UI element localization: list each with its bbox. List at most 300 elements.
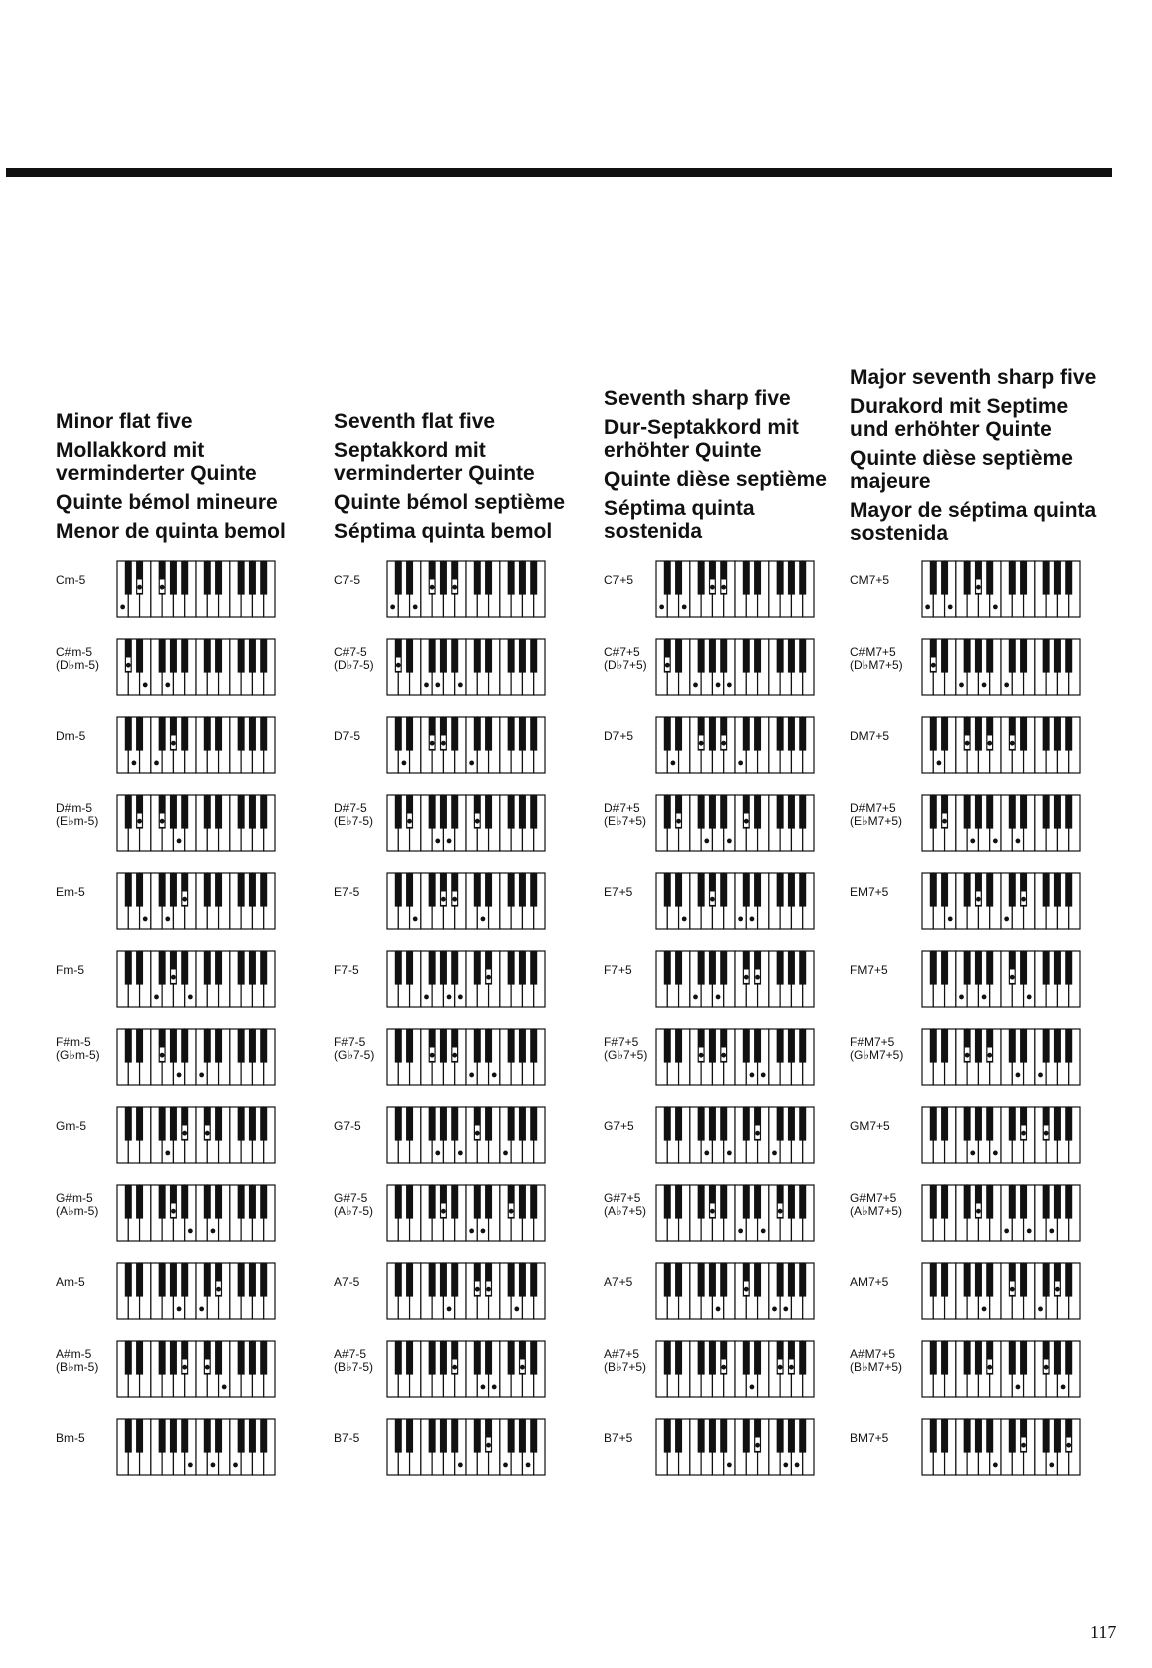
black-key — [530, 1029, 537, 1063]
black-key — [474, 639, 481, 673]
black-key — [260, 1341, 267, 1375]
pressed-key-dot — [452, 585, 457, 590]
black-key — [249, 1107, 256, 1141]
black-key — [451, 1419, 458, 1453]
black-key — [125, 951, 132, 985]
black-key — [260, 1107, 267, 1141]
black-key — [1043, 1419, 1050, 1453]
chord-name: Cm-5 — [56, 573, 86, 587]
black-key — [519, 795, 526, 829]
pressed-key-dot — [475, 1131, 480, 1136]
pressed-key-dot — [976, 1209, 981, 1214]
black-key — [519, 1029, 526, 1063]
black-key — [698, 1185, 705, 1219]
black-key — [440, 1263, 447, 1297]
black-key — [1054, 1341, 1061, 1375]
black-key — [159, 639, 166, 673]
chord-alt-name: (A♭7+5) — [604, 1204, 647, 1218]
keyboard-diagram — [116, 1418, 276, 1481]
pressed-key-dot — [396, 663, 401, 668]
header-text: Dur-Septakkord mit — [604, 416, 799, 439]
black-key — [1009, 1419, 1016, 1453]
chord-label — [850, 1276, 888, 1289]
black-key — [788, 717, 795, 751]
black-key — [170, 639, 177, 673]
black-key — [1065, 1341, 1072, 1375]
keyboard-diagram — [386, 1262, 546, 1325]
keyboard-diagram — [655, 1028, 815, 1091]
black-key — [675, 951, 682, 985]
pressed-key-dot — [154, 995, 159, 1000]
black-key — [260, 1029, 267, 1063]
pressed-key-dot — [452, 897, 457, 902]
black-key — [508, 717, 515, 751]
chord-name: AM7+5 — [850, 1275, 889, 1289]
header-text: Septakkord mit — [334, 439, 486, 462]
keyboard-diagram — [921, 716, 1081, 779]
black-key — [249, 1263, 256, 1297]
pressed-key-dot — [441, 1209, 446, 1214]
black-key — [986, 561, 993, 595]
pressed-key-dot — [682, 605, 687, 610]
black-key — [519, 1419, 526, 1453]
black-key — [429, 639, 436, 673]
keyboard-diagram — [386, 950, 546, 1013]
black-key — [975, 1263, 982, 1297]
black-key — [1065, 1029, 1072, 1063]
black-key — [964, 795, 971, 829]
black-key — [1043, 1029, 1050, 1063]
pressed-key-dot — [727, 1463, 732, 1468]
header-language-line — [604, 497, 827, 543]
black-key — [709, 1107, 716, 1141]
pressed-key-dot — [750, 917, 755, 922]
keyboard-diagram — [921, 1262, 1081, 1325]
black-key — [530, 1185, 537, 1219]
black-key — [440, 1029, 447, 1063]
black-key — [125, 1263, 132, 1297]
black-key — [451, 1107, 458, 1141]
pressed-key-dot — [721, 1053, 726, 1058]
pressed-key-dot — [171, 741, 176, 746]
black-key — [664, 795, 671, 829]
black-key — [204, 795, 211, 829]
header-language-line — [334, 491, 565, 514]
black-key — [664, 873, 671, 907]
black-key — [204, 639, 211, 673]
black-key — [799, 1263, 806, 1297]
chord-label — [604, 646, 647, 672]
black-key — [754, 717, 761, 751]
keyboard-diagram — [116, 1028, 276, 1091]
black-key — [530, 639, 537, 673]
keyboard-diagram — [655, 560, 815, 623]
black-key — [975, 1419, 982, 1453]
chord-alt-name: (E♭m-5) — [56, 814, 99, 828]
black-key — [788, 1263, 795, 1297]
pressed-key-dot — [514, 1307, 519, 1312]
black-key — [136, 1185, 143, 1219]
chord-alt-name: (G♭7+5) — [604, 1048, 648, 1062]
chord-name: B7+5 — [604, 1431, 633, 1445]
black-key — [170, 1263, 177, 1297]
black-key — [1043, 795, 1050, 829]
chord-label — [604, 964, 632, 977]
black-key — [238, 561, 245, 595]
pressed-key-dot — [441, 741, 446, 746]
pressed-key-dot — [721, 585, 726, 590]
header-language-line — [604, 387, 827, 410]
pressed-key-dot — [452, 1053, 457, 1058]
pressed-key-dot — [447, 1307, 452, 1312]
black-key — [530, 1419, 537, 1453]
pressed-key-dot — [1049, 1229, 1054, 1234]
pressed-key-dot — [160, 819, 165, 824]
pressed-key-dot — [948, 605, 953, 610]
black-key — [519, 1263, 526, 1297]
chord-label — [334, 1036, 374, 1062]
black-key — [238, 951, 245, 985]
pressed-key-dot — [976, 897, 981, 902]
chord-label — [56, 730, 85, 743]
black-key — [986, 1185, 993, 1219]
chord-name: GM7+5 — [850, 1119, 890, 1133]
chord-name: F#7-5 — [334, 1035, 366, 1049]
black-key — [1065, 795, 1072, 829]
black-key — [986, 873, 993, 907]
chord-label — [56, 1348, 98, 1374]
pressed-key-dot — [126, 663, 131, 668]
black-key — [799, 1029, 806, 1063]
black-key — [519, 1185, 526, 1219]
chord-name: A#7+5 — [604, 1347, 640, 1361]
keyboard-diagram — [655, 716, 815, 779]
pressed-key-dot — [1021, 1443, 1026, 1448]
pressed-key-dot — [716, 683, 721, 688]
chord-alt-name: (G♭m-5) — [56, 1048, 100, 1062]
column-header — [850, 366, 1096, 551]
black-key — [799, 639, 806, 673]
black-key — [1065, 1185, 1072, 1219]
black-key — [440, 795, 447, 829]
black-key — [485, 1341, 492, 1375]
pressed-key-dot — [987, 1053, 992, 1058]
column-header — [334, 410, 565, 549]
black-key — [1054, 1185, 1061, 1219]
black-key — [406, 717, 413, 751]
black-key — [675, 639, 682, 673]
keyboard-diagram — [921, 638, 1081, 701]
pressed-key-dot — [965, 1053, 970, 1058]
pressed-key-dot — [211, 1229, 216, 1234]
black-key — [698, 639, 705, 673]
black-key — [508, 1107, 515, 1141]
pressed-key-dot — [526, 1463, 531, 1468]
pressed-key-dot — [435, 1151, 440, 1156]
black-key — [743, 1185, 750, 1219]
chord-name: C#M7+5 — [850, 645, 896, 659]
chord-label — [850, 964, 888, 977]
black-key — [451, 717, 458, 751]
black-key — [930, 1341, 937, 1375]
pressed-key-dot — [182, 1131, 187, 1136]
black-key — [675, 1263, 682, 1297]
black-key — [519, 873, 526, 907]
chord-name: A#M7+5 — [850, 1347, 896, 1361]
black-key — [675, 873, 682, 907]
black-key — [964, 1107, 971, 1141]
black-key — [664, 1029, 671, 1063]
pressed-key-dot — [1055, 1287, 1060, 1292]
chord-label — [334, 1120, 361, 1133]
chord-name: A7-5 — [334, 1275, 360, 1289]
pressed-key-dot — [750, 1073, 755, 1078]
black-key — [125, 1341, 132, 1375]
chord-label — [604, 574, 633, 587]
header-text: sostenida — [604, 520, 703, 543]
chord-alt-name: (D♭7+5) — [604, 658, 647, 672]
black-key — [1054, 561, 1061, 595]
keyboard-diagram — [655, 794, 815, 857]
black-key — [395, 1029, 402, 1063]
keyboard-diagram — [386, 1028, 546, 1091]
black-key — [125, 1185, 132, 1219]
pressed-key-dot — [738, 1229, 743, 1234]
black-key — [1043, 951, 1050, 985]
black-key — [519, 639, 526, 673]
header-text: Quinte bémol mineure — [56, 491, 278, 514]
black-key — [429, 1419, 436, 1453]
pressed-key-dot — [1016, 1385, 1021, 1390]
chord-name: D#m-5 — [56, 801, 93, 815]
black-key — [675, 1185, 682, 1219]
black-key — [743, 1029, 750, 1063]
black-key — [530, 873, 537, 907]
black-key — [485, 717, 492, 751]
chord-alt-name: (D♭m-5) — [56, 658, 99, 672]
chord-name: F#m-5 — [56, 1035, 91, 1049]
black-key — [249, 1029, 256, 1063]
black-key — [474, 1185, 481, 1219]
chord-label — [850, 1348, 902, 1374]
pressed-key-dot — [424, 995, 429, 1000]
pressed-key-dot — [441, 897, 446, 902]
black-key — [930, 1029, 937, 1063]
pressed-key-dot — [503, 1463, 508, 1468]
black-key — [743, 717, 750, 751]
pressed-key-dot — [982, 995, 987, 1000]
black-key — [238, 717, 245, 751]
black-key — [1054, 1419, 1061, 1453]
black-key — [777, 639, 784, 673]
black-key — [720, 951, 727, 985]
black-key — [215, 873, 222, 907]
keyboard-diagram — [655, 1106, 815, 1169]
black-key — [964, 951, 971, 985]
pressed-key-dot — [931, 663, 936, 668]
black-key — [170, 561, 177, 595]
header-text: Menor de quinta bemol — [56, 520, 286, 543]
black-key — [1020, 1029, 1027, 1063]
chord-label — [56, 574, 85, 587]
header-text: verminderter Quinte — [334, 462, 535, 485]
pressed-key-dot — [738, 761, 743, 766]
black-key — [709, 795, 716, 829]
chord-name: C#7+5 — [604, 645, 640, 659]
header-text: Seventh sharp five — [604, 387, 791, 410]
pressed-key-dot — [160, 1053, 165, 1058]
keyboard-diagram — [655, 1184, 815, 1247]
black-key — [698, 1419, 705, 1453]
chord-label — [850, 730, 889, 743]
black-key — [395, 561, 402, 595]
keyboard-diagram — [116, 638, 276, 701]
black-key — [1009, 1341, 1016, 1375]
chord-name: G#7+5 — [604, 1191, 641, 1205]
black-key — [1065, 639, 1072, 673]
pressed-key-dot — [1061, 1385, 1066, 1390]
black-key — [238, 1107, 245, 1141]
header-text: Quinte dièse septième — [850, 447, 1073, 470]
chord-alt-name: (B♭7-5) — [334, 1360, 373, 1374]
black-key — [238, 1341, 245, 1375]
black-key — [1043, 561, 1050, 595]
pressed-key-dot — [716, 1307, 721, 1312]
pressed-key-dot — [665, 663, 670, 668]
black-key — [238, 1185, 245, 1219]
black-key — [395, 795, 402, 829]
pressed-key-dot — [959, 995, 964, 1000]
black-key — [508, 1341, 515, 1375]
pressed-key-dot — [993, 1463, 998, 1468]
chord-name: Fm-5 — [56, 963, 84, 977]
black-key — [930, 951, 937, 985]
black-key — [1020, 717, 1027, 751]
black-key — [930, 1185, 937, 1219]
black-key — [975, 1107, 982, 1141]
header-text: erhöhter Quinte — [604, 439, 762, 462]
pressed-key-dot — [413, 605, 418, 610]
chord-name: Dm-5 — [56, 729, 86, 743]
black-key — [238, 795, 245, 829]
black-key — [395, 717, 402, 751]
black-key — [204, 717, 211, 751]
black-key — [975, 717, 982, 751]
pressed-key-dot — [659, 605, 664, 610]
black-key — [675, 1029, 682, 1063]
chord-alt-name: (G♭M7+5) — [850, 1048, 904, 1062]
black-key — [136, 1263, 143, 1297]
black-key — [964, 1185, 971, 1219]
black-key — [664, 717, 671, 751]
black-key — [777, 561, 784, 595]
black-key — [181, 795, 188, 829]
black-key — [530, 951, 537, 985]
black-key — [720, 639, 727, 673]
keyboard-diagram — [116, 560, 276, 623]
pressed-key-dot — [1004, 917, 1009, 922]
pressed-key-dot — [390, 605, 395, 610]
black-key — [720, 1107, 727, 1141]
pressed-key-dot — [475, 1287, 480, 1292]
black-key — [754, 795, 761, 829]
black-key — [204, 1185, 211, 1219]
pressed-key-dot — [165, 1151, 170, 1156]
black-key — [429, 1341, 436, 1375]
chord-name: Bm-5 — [56, 1431, 85, 1445]
header-text: Durakord mit Septime — [850, 395, 1069, 418]
black-key — [1009, 795, 1016, 829]
chord-label — [334, 1276, 359, 1289]
pressed-key-dot — [1010, 741, 1015, 746]
black-key — [698, 873, 705, 907]
pressed-key-dot — [1038, 1073, 1043, 1078]
pressed-key-dot — [744, 975, 749, 980]
black-key — [519, 951, 526, 985]
pressed-key-dot — [413, 917, 418, 922]
black-key — [485, 561, 492, 595]
black-key — [799, 1341, 806, 1375]
chord-name: A#m-5 — [56, 1347, 92, 1361]
pressed-key-dot — [160, 585, 165, 590]
pressed-key-dot — [447, 839, 452, 844]
black-key — [754, 1185, 761, 1219]
black-key — [1043, 1185, 1050, 1219]
chord-alt-name: (E♭7-5) — [334, 814, 373, 828]
black-key — [260, 951, 267, 985]
black-key — [777, 1263, 784, 1297]
chord-name: E7+5 — [604, 885, 633, 899]
black-key — [788, 1185, 795, 1219]
black-key — [1054, 639, 1061, 673]
chord-name: C#7-5 — [334, 645, 367, 659]
black-key — [440, 1107, 447, 1141]
black-key — [1054, 951, 1061, 985]
black-key — [698, 795, 705, 829]
chord-name: Em-5 — [56, 885, 85, 899]
black-key — [215, 561, 222, 595]
chord-alt-name: (E♭7+5) — [604, 814, 647, 828]
black-key — [406, 951, 413, 985]
black-key — [181, 1419, 188, 1453]
black-key — [709, 951, 716, 985]
pressed-key-dot — [710, 585, 715, 590]
chord-label — [604, 1432, 632, 1445]
black-key — [474, 1029, 481, 1063]
pressed-key-dot — [982, 683, 987, 688]
black-key — [238, 1029, 245, 1063]
black-key — [1009, 1185, 1016, 1219]
keyboard-diagram — [921, 1106, 1081, 1169]
chord-alt-name: (B♭7+5) — [604, 1360, 647, 1374]
chord-label — [850, 574, 889, 587]
keyboard-diagram — [921, 1340, 1081, 1403]
pressed-key-dot — [222, 1385, 227, 1390]
black-key — [395, 1107, 402, 1141]
pressed-key-dot — [795, 1463, 800, 1468]
chord-label — [56, 1120, 86, 1133]
chord-name: E7-5 — [334, 885, 360, 899]
black-key — [930, 1107, 937, 1141]
header-text: Quinte dièse septième — [604, 468, 827, 491]
black-key — [508, 795, 515, 829]
black-key — [530, 561, 537, 595]
chord-name: Am-5 — [56, 1275, 85, 1289]
black-key — [451, 1263, 458, 1297]
chord-label — [56, 802, 98, 828]
pressed-key-dot — [481, 1229, 486, 1234]
black-key — [136, 873, 143, 907]
